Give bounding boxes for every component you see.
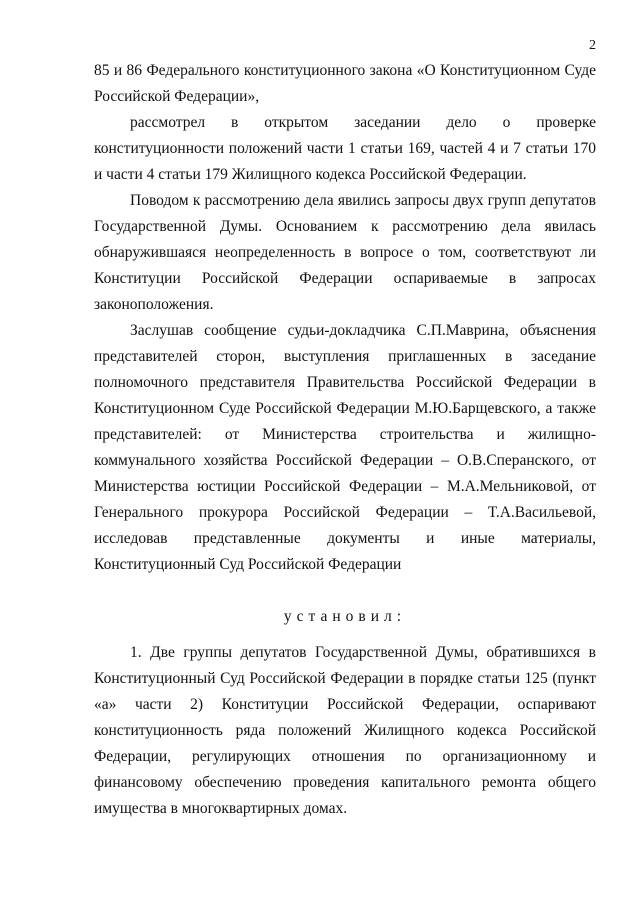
paragraph-law-reference: 85 и 86 Федерального конституционного закона «О Конституционном Суде Российской Федерации», xyxy=(94,62,596,105)
paragraph-hearing: Заслушав сообщение судьи-докладчика С.П.Маврина, объяснения представителей сторон, выступления приглашенных в заседание полномочного представителя Правительства Российской Федерации в Конституционном Суде Российской Федерации М.Ю.Барщевского, а также представителей: от Министерства строительства и жилищно-коммунального хозяйства Российской Федерации – О.В.Сперанского, от Министерства юстиции Российской Федерации – М.А.Мельниковой, от Генерального прокурора Российской Федерации – Т.А.Васильевой, исследовав представленные документы и иные материалы, Конституционный Суд Российской Федерации xyxy=(94,322,596,573)
paragraph-reason: Поводом к рассмотрению дела явились запросы двух групп депутатов Государственной Думы. Основанием к рассмотрению дела явилась обнаружившаяся неопределенность в вопросе о том, соответствуют ли Конституции Российской Федерации оспариваемые в запросах законоположения. xyxy=(94,192,596,313)
paragraph-point-1: 1. Две группы депутатов Государственной Думы, обратившихся в Конституционный Суд Российской Федерации в порядке статьи 125 (пункт «а» части 2) Конституции Российской Федерации, оспаривают конституционность ряда положений Жилищного кодекса Российской Федерации, регулирующих отношения по организационному и финансовому обеспечению проведения капитального ремонта общего имущества в многоквартирных домах. xyxy=(94,644,596,817)
section-heading: установил: xyxy=(283,608,407,625)
paragraph-case-considered: рассмотрел в открытом заседании дело о проверке конституционности положений части 1 статьи 169, частей 4 и 7 статьи 170 и части 4 статьи 179 Жилищного кодекса Российской Федерации. xyxy=(94,114,596,183)
page-number: 2 xyxy=(589,38,596,53)
document-body xyxy=(94,58,596,822)
